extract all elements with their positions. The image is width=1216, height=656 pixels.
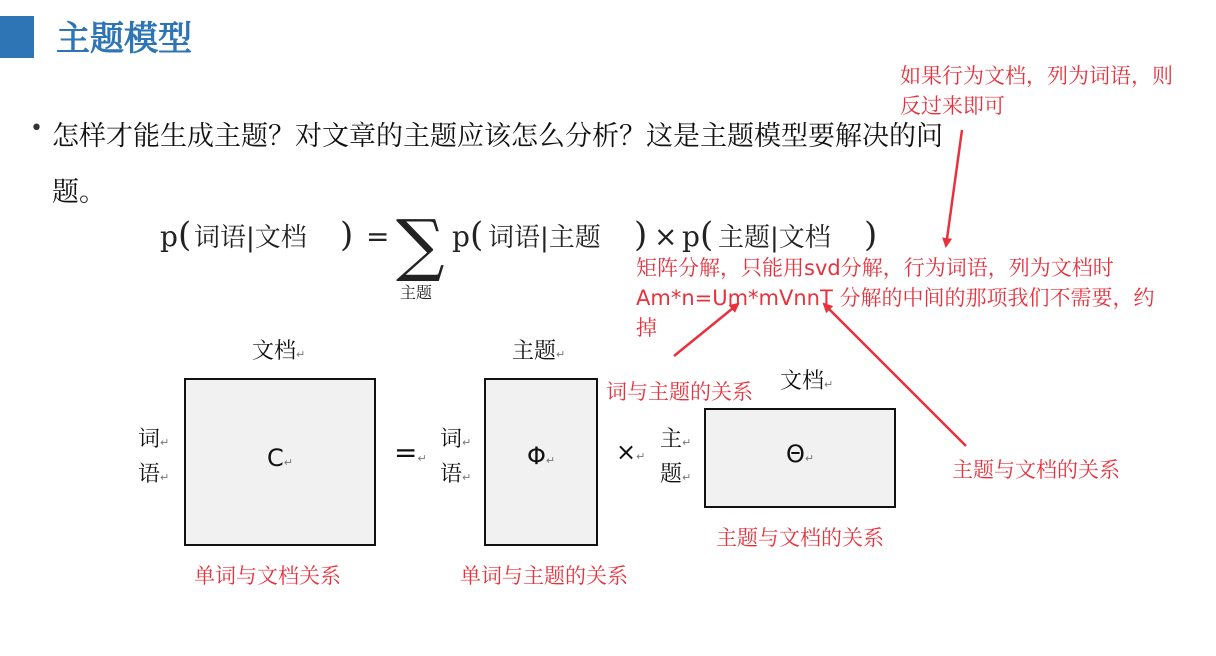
bullet-text-line-1: 怎样才能生成主题？对文章的主题应该怎么分析？这是主题模型要解决的问 xyxy=(52,121,943,152)
matrix-phi-caption: 单词与主题的关系 xyxy=(460,564,628,588)
note-svd-line-1: 矩阵分解，只能用svd分解，行为词语，列为文档时 xyxy=(636,256,1114,280)
matrix-theta-caption: 主题与文档的关系 xyxy=(716,526,884,550)
note-word-topic-relation: 词与主题的关系 xyxy=(606,380,753,404)
matrix-phi-top-label: 主题↵ xyxy=(512,339,566,364)
note-topic-doc-relation: 主题与文档的关系 xyxy=(952,458,1120,482)
note-svd-line-2: Am*n=Um*mVnnT 分解的中间的那项我们不需要，约 xyxy=(636,286,1155,310)
matrix-c-side-label: 词↵ 语↵ xyxy=(138,427,170,487)
matrix-c-top-label: 文档↵ xyxy=(252,339,306,364)
matrix-phi-side-label: 词↵ 语↵ xyxy=(440,427,472,487)
formula-sum-sign: ∑ xyxy=(396,206,445,285)
note-row-col-line-2: 反过来即可 xyxy=(900,94,1005,118)
formula-equals: = xyxy=(366,220,390,253)
svg-text:(: ( xyxy=(178,215,192,255)
formula-times: × xyxy=(654,220,678,253)
matrix-equals-sign: =↵ xyxy=(394,436,427,469)
formula-topic-given-doc: 主题|文档 xyxy=(718,223,831,253)
bullet-text-line-2: 题。 xyxy=(52,177,106,208)
arrow-row-col-note xyxy=(946,130,962,246)
formula-word-given-doc: 词语|文档 xyxy=(194,223,307,253)
arrow-word-topic xyxy=(674,304,738,356)
matrix-phi-symbol: Φ↵ xyxy=(526,442,556,470)
formula-p-1: p xyxy=(160,220,178,253)
matrix-times-sign: ×↵ xyxy=(616,438,646,466)
svg-text:): ) xyxy=(864,215,878,255)
svg-text:): ) xyxy=(634,215,648,255)
matrix-c-symbol: C↵ xyxy=(267,444,293,472)
formula-sum-subscript: 主题 xyxy=(400,283,433,302)
svg-text:(: ( xyxy=(470,215,484,255)
matrix-c-caption: 单词与文档关系 xyxy=(194,564,341,588)
svg-text:): ) xyxy=(340,215,354,255)
matrix-theta-symbol: Θ↵ xyxy=(785,440,815,468)
note-row-col-line-1: 如果行为文档，列为词语，则 xyxy=(900,64,1173,88)
arrow-topic-doc xyxy=(824,304,966,446)
svg-text:(: ( xyxy=(700,215,714,255)
formula-p-2: p xyxy=(452,220,470,253)
bullet-dot: • xyxy=(30,116,43,141)
formula-word-given-topic: 词语|主题 xyxy=(488,223,601,253)
matrix-theta-side-label: 主↵ 题↵ xyxy=(660,427,692,487)
note-svd-line-3: 掉 xyxy=(636,316,657,340)
page-title: 主题模型 xyxy=(56,19,192,59)
formula-p-3: p xyxy=(682,220,700,253)
matrix-theta-top-label: 文档↵ xyxy=(780,369,834,394)
